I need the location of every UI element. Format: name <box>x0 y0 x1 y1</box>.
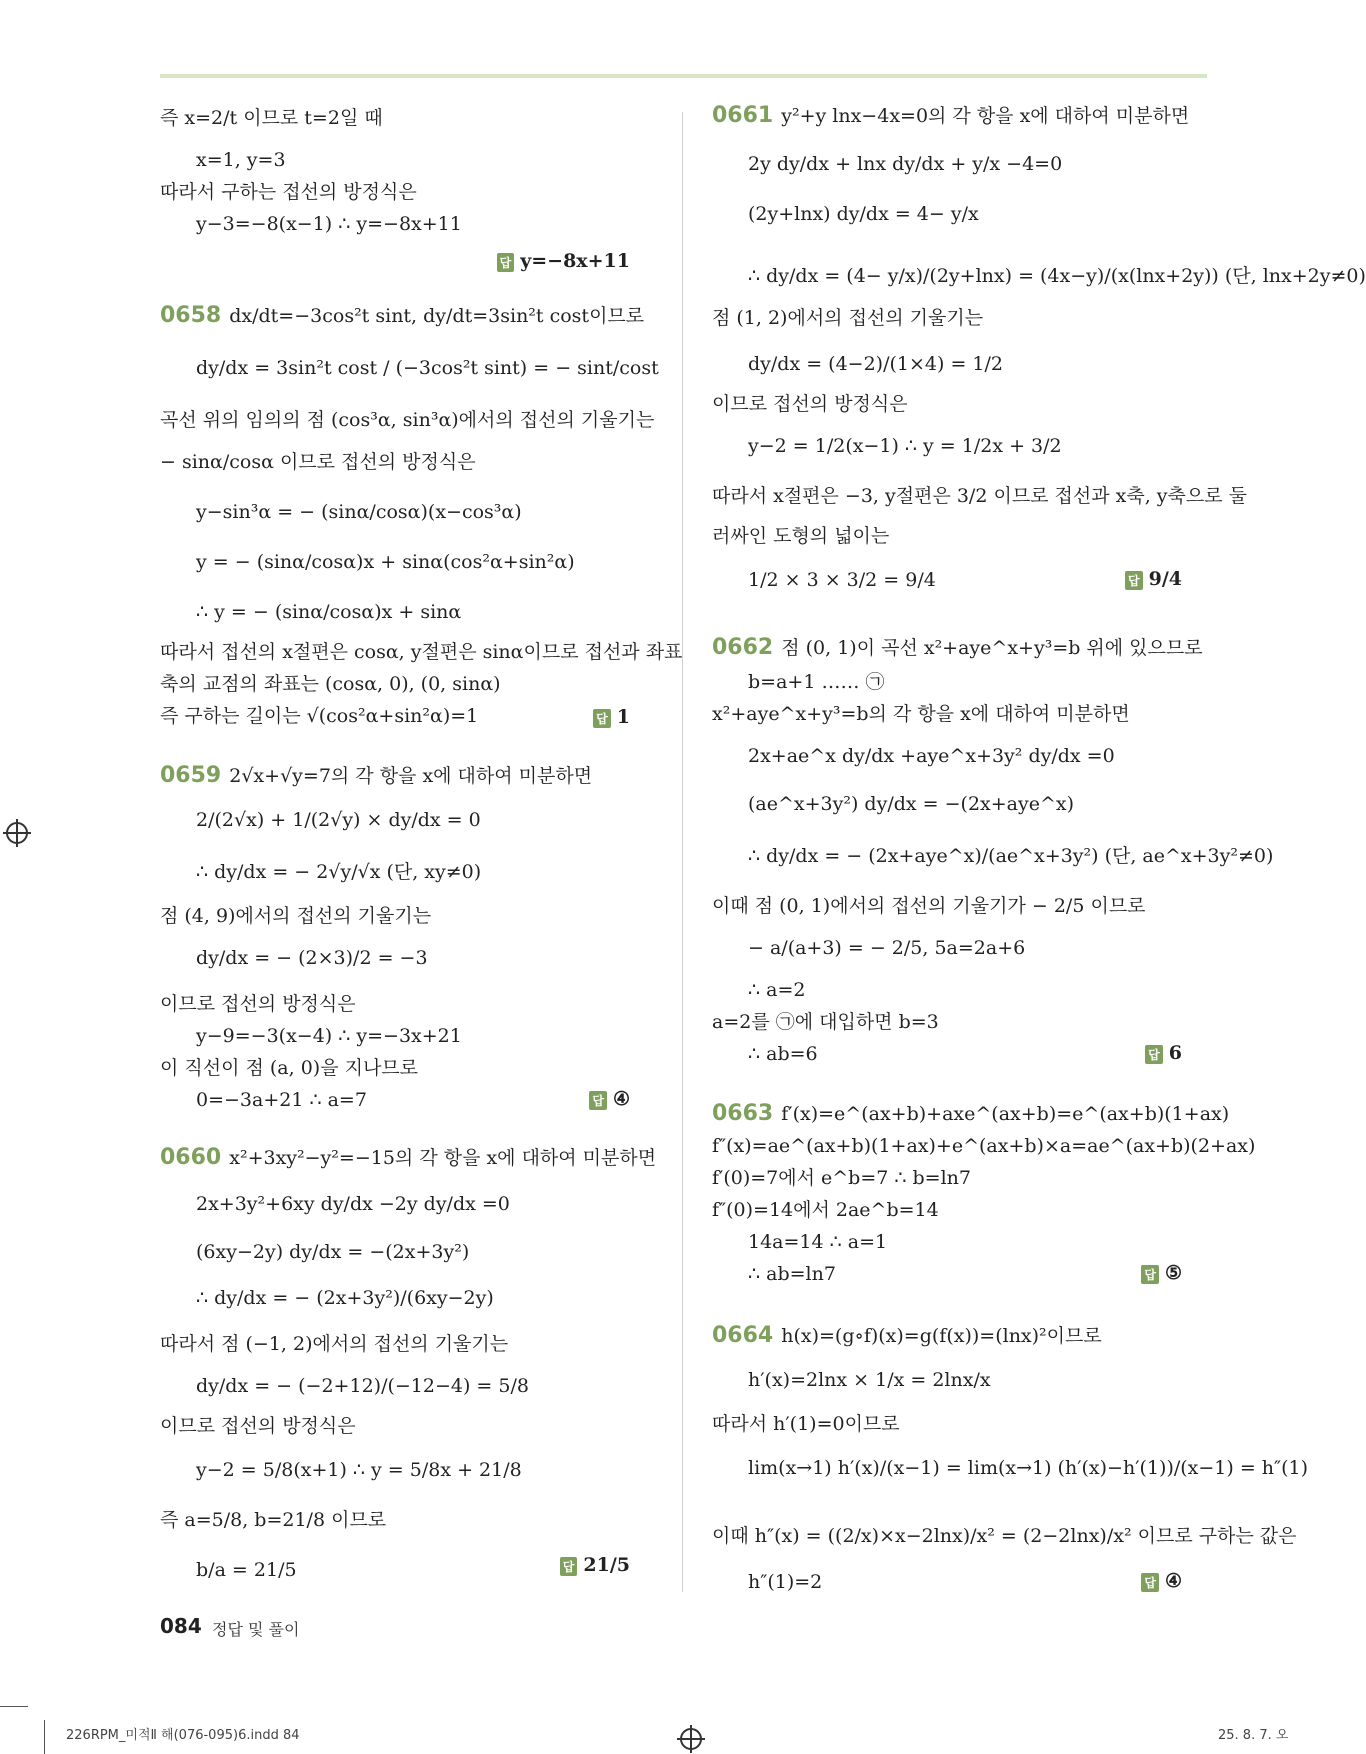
right-solution-line <box>712 1010 939 1034</box>
solution-text: h″(1)=2 <box>748 1571 823 1593</box>
print-date-info: 25. 8. 7. 오 <box>1218 1728 1289 1743</box>
solution-text: ∴ y = − (sinα/cosα)x + sinα <box>196 601 462 623</box>
left-solution-line <box>196 1088 367 1112</box>
right-solution-line <box>748 434 1062 458</box>
solution-text: 러싸인 도형의 넓이는 <box>712 525 890 547</box>
answer-value: ⑤ <box>1164 1262 1182 1284</box>
solution-text: 따라서 x절편은 −3, y절편은 3/2 이므로 접선과 x축, y축으로 둘 <box>712 485 1248 507</box>
problem-number: 0659 <box>160 763 222 788</box>
right-solution-line <box>712 104 1189 128</box>
right-solution-line <box>748 670 885 694</box>
right-solution-line <box>712 1324 1102 1348</box>
right-solution-line <box>748 1042 818 1066</box>
solution-text: 이때 h″(x) = ((2/x)×x−2lnx)/x² = (2−2lnx)/x² 이므로 구하는 값은 <box>712 1525 1297 1547</box>
solution-text: lim(x→1) h′(x)/(x−1) = lim(x→1) (h′(x)−h′(1))/(x−1) = h″(1) <box>748 1457 1309 1479</box>
right-solution-line <box>748 264 1366 288</box>
registration-mark-bottom-icon <box>680 1728 702 1750</box>
left-solution-line <box>160 1508 386 1532</box>
solution-text: 축의 교점의 좌표는 (cosα, 0), (0, sinα) <box>160 673 501 695</box>
solution-text: ∴ dy/dx = − (2x+3y²)/(6xy−2y) <box>196 1287 494 1309</box>
right-answer <box>1125 568 1182 590</box>
left-answer <box>497 250 630 272</box>
solution-text: ∴ ab=6 <box>748 1043 818 1065</box>
right-solution-line <box>712 1102 1229 1126</box>
solution-text: f″(0)=14에서 2ae^b=14 <box>712 1199 939 1221</box>
right-solution-line <box>712 636 1203 660</box>
right-solution-line <box>712 1524 1297 1548</box>
left-solution-line <box>196 550 575 574</box>
right-solution-line <box>712 894 1146 918</box>
left-solution-line <box>196 1286 494 1310</box>
right-solution-line <box>712 1134 1255 1158</box>
solution-text: ∴ dy/dx = − (2x+aye^x)/(ae^x+3y²) (단, ae^x+3y²≠0) <box>748 845 1274 867</box>
left-solution-line <box>160 672 501 696</box>
answer-badge-icon: 답 <box>1141 1573 1159 1592</box>
right-solution-line <box>748 1570 822 1594</box>
right-solution-line <box>712 306 983 330</box>
right-solution-line <box>748 1262 836 1286</box>
solution-text: y−9=−3(x−4) ∴ y=−3x+21 <box>196 1025 462 1047</box>
crop-mark <box>0 1706 28 1707</box>
solution-text: y−sin³α = − (sinα/cosα)(x−cos³α) <box>196 501 522 523</box>
left-solution-line <box>196 148 286 172</box>
solution-text: y−2 = 1/2(x−1) ∴ y = 1/2x + 3/2 <box>748 435 1062 457</box>
left-solution-line <box>160 1414 356 1438</box>
solution-text: 2√x+√y=7의 각 항을 x에 대하여 미분하면 <box>229 765 593 787</box>
answer-value: ④ <box>1164 1570 1182 1592</box>
solution-text: − a/(a+3) = − 2/5, 5a=2a+6 <box>748 937 1026 959</box>
answer-value: 21/5 <box>583 1554 630 1576</box>
left-solution-line <box>160 640 682 664</box>
right-solution-line <box>712 702 1130 726</box>
right-solution-line <box>748 352 1003 376</box>
left-solution-line <box>160 1056 418 1080</box>
left-solution-line <box>196 212 462 236</box>
solution-text: x²+aye^x+y³=b의 각 항을 x에 대하여 미분하면 <box>712 703 1130 725</box>
solution-text: 따라서 접선의 x절편은 cosα, y절편은 sinα이므로 접선과 좌표 <box>160 641 683 663</box>
solution-text: (6xy−2y) dy/dx = −(2x+3y²) <box>196 1241 470 1263</box>
solution-text: 따라서 점 (−1, 2)에서의 접선의 기울기는 <box>160 1333 509 1355</box>
solution-text: ∴ a=2 <box>748 979 806 1001</box>
left-solution-line <box>196 860 481 884</box>
solution-text: 점 (0, 1)이 곡선 x²+aye^x+y³=b 위에 있으므로 <box>781 637 1203 659</box>
right-solution-line <box>748 744 1115 768</box>
right-solution-line <box>712 392 908 416</box>
right-solution-line <box>748 568 936 592</box>
solution-text: 이므로 접선의 방정식은 <box>160 993 356 1015</box>
solution-text: 즉 구하는 길이는 √(cos²α+sin²α)=1 <box>160 705 479 727</box>
solution-text: 즉 a=5/8, b=21/8 이므로 <box>160 1509 387 1531</box>
solution-text: 2x+3y²+6xy dy/dx −2y dy/dx =0 <box>196 1193 510 1215</box>
answer-value: 6 <box>1168 1042 1182 1064</box>
right-answer <box>1141 1262 1182 1284</box>
right-solution-line <box>748 1230 887 1254</box>
solution-text: 따라서 h′(1)=0이므로 <box>712 1413 900 1435</box>
problem-number: 0660 <box>160 1145 222 1170</box>
left-solution-line <box>160 992 356 1016</box>
left-solution-line <box>196 808 481 832</box>
problem-number: 0664 <box>712 1323 774 1348</box>
solution-text: 1/2 × 3 × 3/2 = 9/4 <box>748 569 936 591</box>
solution-text: ∴ ab=ln7 <box>748 1263 836 1285</box>
right-solution-line <box>712 1198 939 1222</box>
solution-text: x=1, y=3 <box>196 149 286 171</box>
solution-text: 점 (4, 9)에서의 접선의 기울기는 <box>160 905 432 927</box>
right-answer <box>1141 1570 1182 1592</box>
left-solution-line <box>196 1192 510 1216</box>
page-number: 084 <box>160 1614 202 1638</box>
answer-badge-icon: 답 <box>1145 1045 1163 1064</box>
answer-value: 1 <box>616 706 630 728</box>
solution-text: 곡선 위의 임의의 점 (cos³α, sin³α)에서의 접선의 기울기는 <box>160 409 655 431</box>
answer-value: ④ <box>612 1088 630 1110</box>
solution-text: y = − (sinα/cosα)x + sinα(cos²α+sin²α) <box>196 551 575 573</box>
solution-text: 2x+ae^x dy/dx +aye^x+3y² dy/dx =0 <box>748 745 1115 767</box>
solution-text: 따라서 구하는 접선의 방정식은 <box>160 181 417 203</box>
crop-mark <box>44 1720 45 1754</box>
right-solution-line <box>748 152 1062 176</box>
left-solution-line <box>160 764 592 788</box>
solution-text: x²+3xy²−y²=−15의 각 항을 x에 대하여 미분하면 <box>229 1147 657 1169</box>
problem-number: 0663 <box>712 1101 774 1126</box>
page-section-label: 정답 및 풀이 <box>212 1620 300 1639</box>
left-solution-line <box>196 946 428 970</box>
left-solution-line <box>160 180 417 204</box>
right-solution-line <box>712 484 1247 508</box>
solution-text: b/a = 21/5 <box>196 1559 297 1581</box>
solution-text: y−3=−8(x−1) ∴ y=−8x+11 <box>196 213 462 235</box>
left-solution-line <box>196 1558 297 1582</box>
solution-text: 이므로 접선의 방정식은 <box>712 393 908 415</box>
solution-text: dy/dx = 3sin²t cost / (−3cos²t sint) = − sint/cost <box>196 357 659 379</box>
solution-text: 2y dy/dx + lnx dy/dx + y/x −4=0 <box>748 153 1063 175</box>
solution-text: (2y+lnx) dy/dx = 4− y/x <box>748 203 979 225</box>
solution-text: 2/(2√x) + 1/(2√y) × dy/dx = 0 <box>196 809 481 831</box>
right-answer <box>1145 1042 1182 1064</box>
solution-text: y−2 = 5/8(x+1) ∴ y = 5/8x + 21/8 <box>196 1459 522 1481</box>
solution-text: h′(x)=2lnx × 1/x = 2lnx/x <box>748 1369 991 1391</box>
column-divider <box>682 112 683 1592</box>
solution-text: 즉 x=2/t 이므로 t=2일 때 <box>160 107 383 129</box>
solution-text: h(x)=(g∘f)(x)=g(f(x))=(lnx)²이므로 <box>781 1325 1102 1347</box>
left-solution-line <box>160 106 383 130</box>
solution-text: 이 직선이 점 (a, 0)을 지나므로 <box>160 1057 419 1079</box>
registration-mark-left-icon <box>6 822 28 844</box>
left-solution-line <box>160 1332 508 1356</box>
right-solution-line <box>712 1166 971 1190</box>
left-solution-line <box>196 1024 462 1048</box>
left-solution-line <box>196 356 659 380</box>
solution-text: ∴ dy/dx = − 2√y/√x (단, xy≠0) <box>196 861 482 883</box>
left-solution-line <box>160 704 478 728</box>
left-solution-line <box>196 1458 522 1482</box>
right-solution-line <box>748 1456 1308 1480</box>
left-solution-line <box>160 304 644 328</box>
solution-text: dx/dt=−3cos²t sint, dy/dt=3sin²t cost이므로 <box>229 305 645 327</box>
answer-badge-icon: 답 <box>589 1091 607 1110</box>
left-column <box>160 0 683 1600</box>
solution-text: 점 (1, 2)에서의 접선의 기울기는 <box>712 307 984 329</box>
right-solution-line <box>748 844 1273 868</box>
left-answer <box>560 1554 630 1576</box>
solution-text: f″(x)=ae^(ax+b)(1+ax)+e^(ax+b)×a=ae^(ax+b)(2+ax) <box>712 1135 1256 1157</box>
problem-number: 0658 <box>160 303 222 328</box>
problem-number: 0662 <box>712 635 774 660</box>
solution-text: y²+y lnx−4x=0의 각 항을 x에 대하여 미분하면 <box>781 105 1190 127</box>
solution-text: dy/dx = − (2×3)/2 = −3 <box>196 947 428 969</box>
solution-text: ∴ dy/dx = (4− y/x)/(2y+lnx) = (4x−y)/(x(lnx+2y)) (단, lnx+2y≠0) <box>748 265 1366 287</box>
solution-text: dy/dx = − (−2+12)/(−12−4) = 5/8 <box>196 1375 529 1397</box>
left-solution-line <box>196 1240 469 1264</box>
solution-text: − sinα/cosα 이므로 접선의 방정식은 <box>160 451 476 473</box>
solution-text: f′(0)=7에서 e^b=7 ∴ b=ln7 <box>712 1167 972 1189</box>
print-file-info: 226RPM_미적Ⅱ 해(076-095)6.indd 84 <box>66 1728 300 1743</box>
right-column <box>712 0 1366 1600</box>
left-solution-line <box>160 408 654 432</box>
solution-text: f′(x)=e^(ax+b)+axe^(ax+b)=e^(ax+b)(1+ax) <box>781 1103 1230 1125</box>
left-solution-line <box>196 500 522 524</box>
solution-text: a=2를 ㉠에 대입하면 b=3 <box>712 1011 939 1033</box>
solution-text: (ae^x+3y²) dy/dx = −(2x+aye^x) <box>748 793 1075 815</box>
right-solution-line <box>748 792 1074 816</box>
answer-badge-icon: 답 <box>593 709 611 728</box>
answer-badge-icon: 답 <box>497 253 515 272</box>
solution-text: 이므로 접선의 방정식은 <box>160 1415 356 1437</box>
solution-text: 14a=14 ∴ a=1 <box>748 1231 888 1253</box>
right-solution-line <box>748 1368 991 1392</box>
right-solution-line <box>712 524 889 548</box>
solution-text: 이때 점 (0, 1)에서의 접선의 기울기가 − 2/5 이므로 <box>712 895 1146 917</box>
right-solution-line <box>712 1412 900 1436</box>
solution-text: dy/dx = (4−2)/(1×4) = 1/2 <box>748 353 1003 375</box>
left-solution-line <box>160 1146 656 1170</box>
answer-badge-icon: 답 <box>1125 571 1143 590</box>
left-solution-line <box>196 1374 529 1398</box>
left-solution-line <box>160 450 476 474</box>
solution-text: 0=−3a+21 ∴ a=7 <box>196 1089 367 1111</box>
answer-value: y=−8x+11 <box>520 250 630 272</box>
left-solution-line <box>160 904 431 928</box>
right-solution-line <box>748 978 805 1002</box>
right-solution-line <box>748 936 1025 960</box>
left-solution-line <box>196 600 461 624</box>
left-answer <box>589 1088 630 1110</box>
right-solution-line <box>748 202 979 226</box>
answer-badge-icon: 답 <box>1141 1265 1159 1284</box>
left-answer <box>593 706 630 728</box>
answer-value: 9/4 <box>1148 568 1182 590</box>
solution-text: b=a+1 …… ㉠ <box>748 671 885 693</box>
answer-badge-icon: 답 <box>560 1557 578 1576</box>
problem-number: 0661 <box>712 103 774 128</box>
